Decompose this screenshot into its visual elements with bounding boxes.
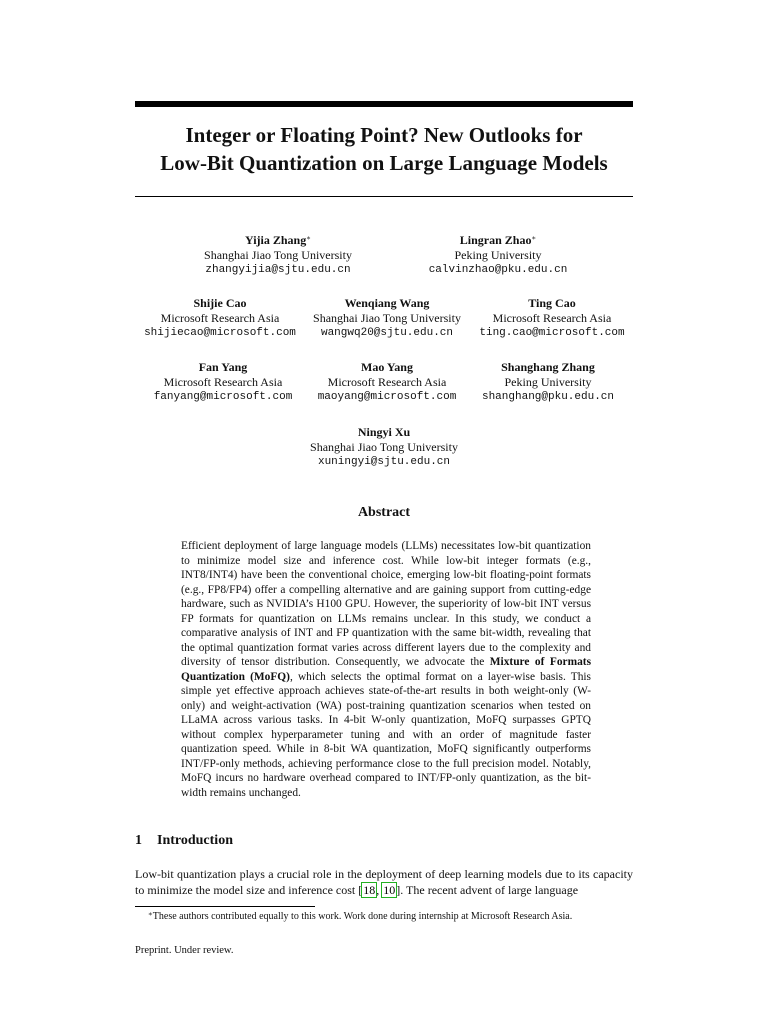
- abstract-method-name: Mixture of Formats Quantization (MoFQ): [181, 656, 592, 683]
- abstract-text: , which selects the optimal format on a layer-wise basis. This simple yet effective approach achieves state-of-the-art results in both weight-only (W-only) and weight-activation (WA) post-training quantization scenarios when tested on LLaMA across various tasks. In 4-bit W-only quantization, MoFQ surpasses GPTQ without complex hyperparameter tuning and with an order of magnitude faster quantization speed. While in 8-bit WA quantization, MoFQ significantly outperforms INT/FP-only methods, achieving performance close to the full precision model. Notably, MoFQ incurs no hardware overhead compared to INT/FP-only quantization, as the bit-width remains unchanged.: [181, 670, 591, 799]
- top-rule: [135, 101, 633, 107]
- author-email[interactable]: zhangyijia@sjtu.edu.cn: [205, 264, 351, 276]
- footnote-mark: ∗: [148, 910, 153, 918]
- author-name: Lingran Zhao: [459, 233, 532, 247]
- section-heading: [135, 833, 233, 849]
- author-email[interactable]: maoyang@microsoft.com: [317, 391, 457, 403]
- bracket: ]: [396, 883, 401, 897]
- author-name: Shanghang Zhang: [501, 360, 595, 374]
- author-block: [390, 231, 606, 278]
- author-block: [458, 360, 638, 405]
- author-name: Shijie Cao: [193, 296, 247, 310]
- citation-link[interactable]: 18: [363, 883, 376, 897]
- citation-link[interactable]: 10: [383, 883, 396, 897]
- author-affiliation: Shanghai Jiao Tong University: [310, 440, 458, 454]
- title-line-1: Integer or Floating Point? New Outlooks for: [185, 123, 583, 147]
- section-title: Introduction: [157, 833, 233, 848]
- author-email[interactable]: ting.cao@microsoft.com: [479, 327, 625, 339]
- bracket: [: [358, 883, 363, 897]
- author-block: [130, 296, 310, 341]
- author-affiliation: Shanghai Jiao Tong University: [313, 311, 461, 325]
- author-name: Ting Cao: [528, 296, 576, 310]
- footnote-text: These authors contributed equally to this work. Work done during internship at Microsoft Research Asia.: [152, 911, 573, 922]
- title-rule: [135, 196, 633, 197]
- author-name: Ningyi Xu: [357, 425, 411, 439]
- author-name: Mao Yang: [361, 360, 413, 374]
- author-block: [462, 296, 642, 341]
- intro-paragraph: [135, 866, 633, 898]
- author-name: Yijia Zhang: [244, 233, 307, 247]
- author-name: Wenqiang Wang: [344, 296, 430, 310]
- intro-text: Low-bit quantization plays a crucial role in the deployment of deep learning models due to its capacity to minimize the model size and inference cost: [135, 867, 633, 897]
- title-line-2: Low-Bit Quantization on Large Language Models: [160, 151, 608, 175]
- author-block: [297, 360, 477, 405]
- author-email[interactable]: shijiecao@microsoft.com: [144, 327, 296, 339]
- abstract-heading: Abstract: [357, 505, 411, 520]
- footnote: [148, 908, 572, 923]
- author-affiliation: Microsoft Research Asia: [492, 311, 612, 325]
- author-email[interactable]: shanghang@pku.edu.cn: [481, 391, 615, 403]
- footnote-rule: [135, 906, 315, 907]
- author-email[interactable]: fanyang@microsoft.com: [153, 391, 293, 403]
- abstract-text: Efficient deployment of large language models (LLMs) necessitates low-bit quantization to minimize model size and inference cost. While low-bit integer formats (e.g., INT8/INT4) have been the conventional choice, emerging low-bit floating-point formats (e.g., FP8/FP4) offer a compelling alternative and are gaining support from cutting-edge hardware, such as NVIDIA’s H100 GPU. However, the superiority of low-bit INT versus FP formats for quantization on LLMs remains unclear. In this study, we conduct a comparative analysis of INT and FP quantization with the same bit-width, revealing that the optimal quantization format varies across different layers due to the complexity and diversity of tensor distribution. Consequently, we advocate the: [181, 540, 591, 668]
- author-block: [170, 231, 386, 278]
- author-affiliation: Peking University: [504, 375, 592, 389]
- author-email[interactable]: xuningyi@sjtu.edu.cn: [317, 456, 451, 468]
- author-mark: ∗: [306, 234, 311, 242]
- author-affiliation: Microsoft Research Asia: [163, 375, 283, 389]
- author-affiliation: Microsoft Research Asia: [327, 375, 447, 389]
- author-mark: ∗: [531, 234, 537, 242]
- preprint-note: Preprint. Under review.: [135, 945, 234, 956]
- author-block: [133, 360, 313, 405]
- paper-title: [100, 121, 668, 177]
- abstract-body: [181, 539, 591, 800]
- intro-text: . The recent advent of large language: [400, 883, 579, 897]
- author-email[interactable]: wangwq20@sjtu.edu.cn: [320, 327, 454, 339]
- author-email[interactable]: calvinzhao@pku.edu.cn: [428, 264, 568, 276]
- author-block: [284, 425, 484, 470]
- author-affiliation: Peking University: [454, 248, 542, 262]
- separator: ,: [376, 883, 383, 897]
- section-number: 1: [135, 833, 142, 848]
- author-name: Fan Yang: [198, 360, 248, 374]
- author-affiliation: Shanghai Jiao Tong University: [204, 248, 352, 262]
- author-block: [297, 296, 477, 341]
- author-affiliation: Microsoft Research Asia: [160, 311, 280, 325]
